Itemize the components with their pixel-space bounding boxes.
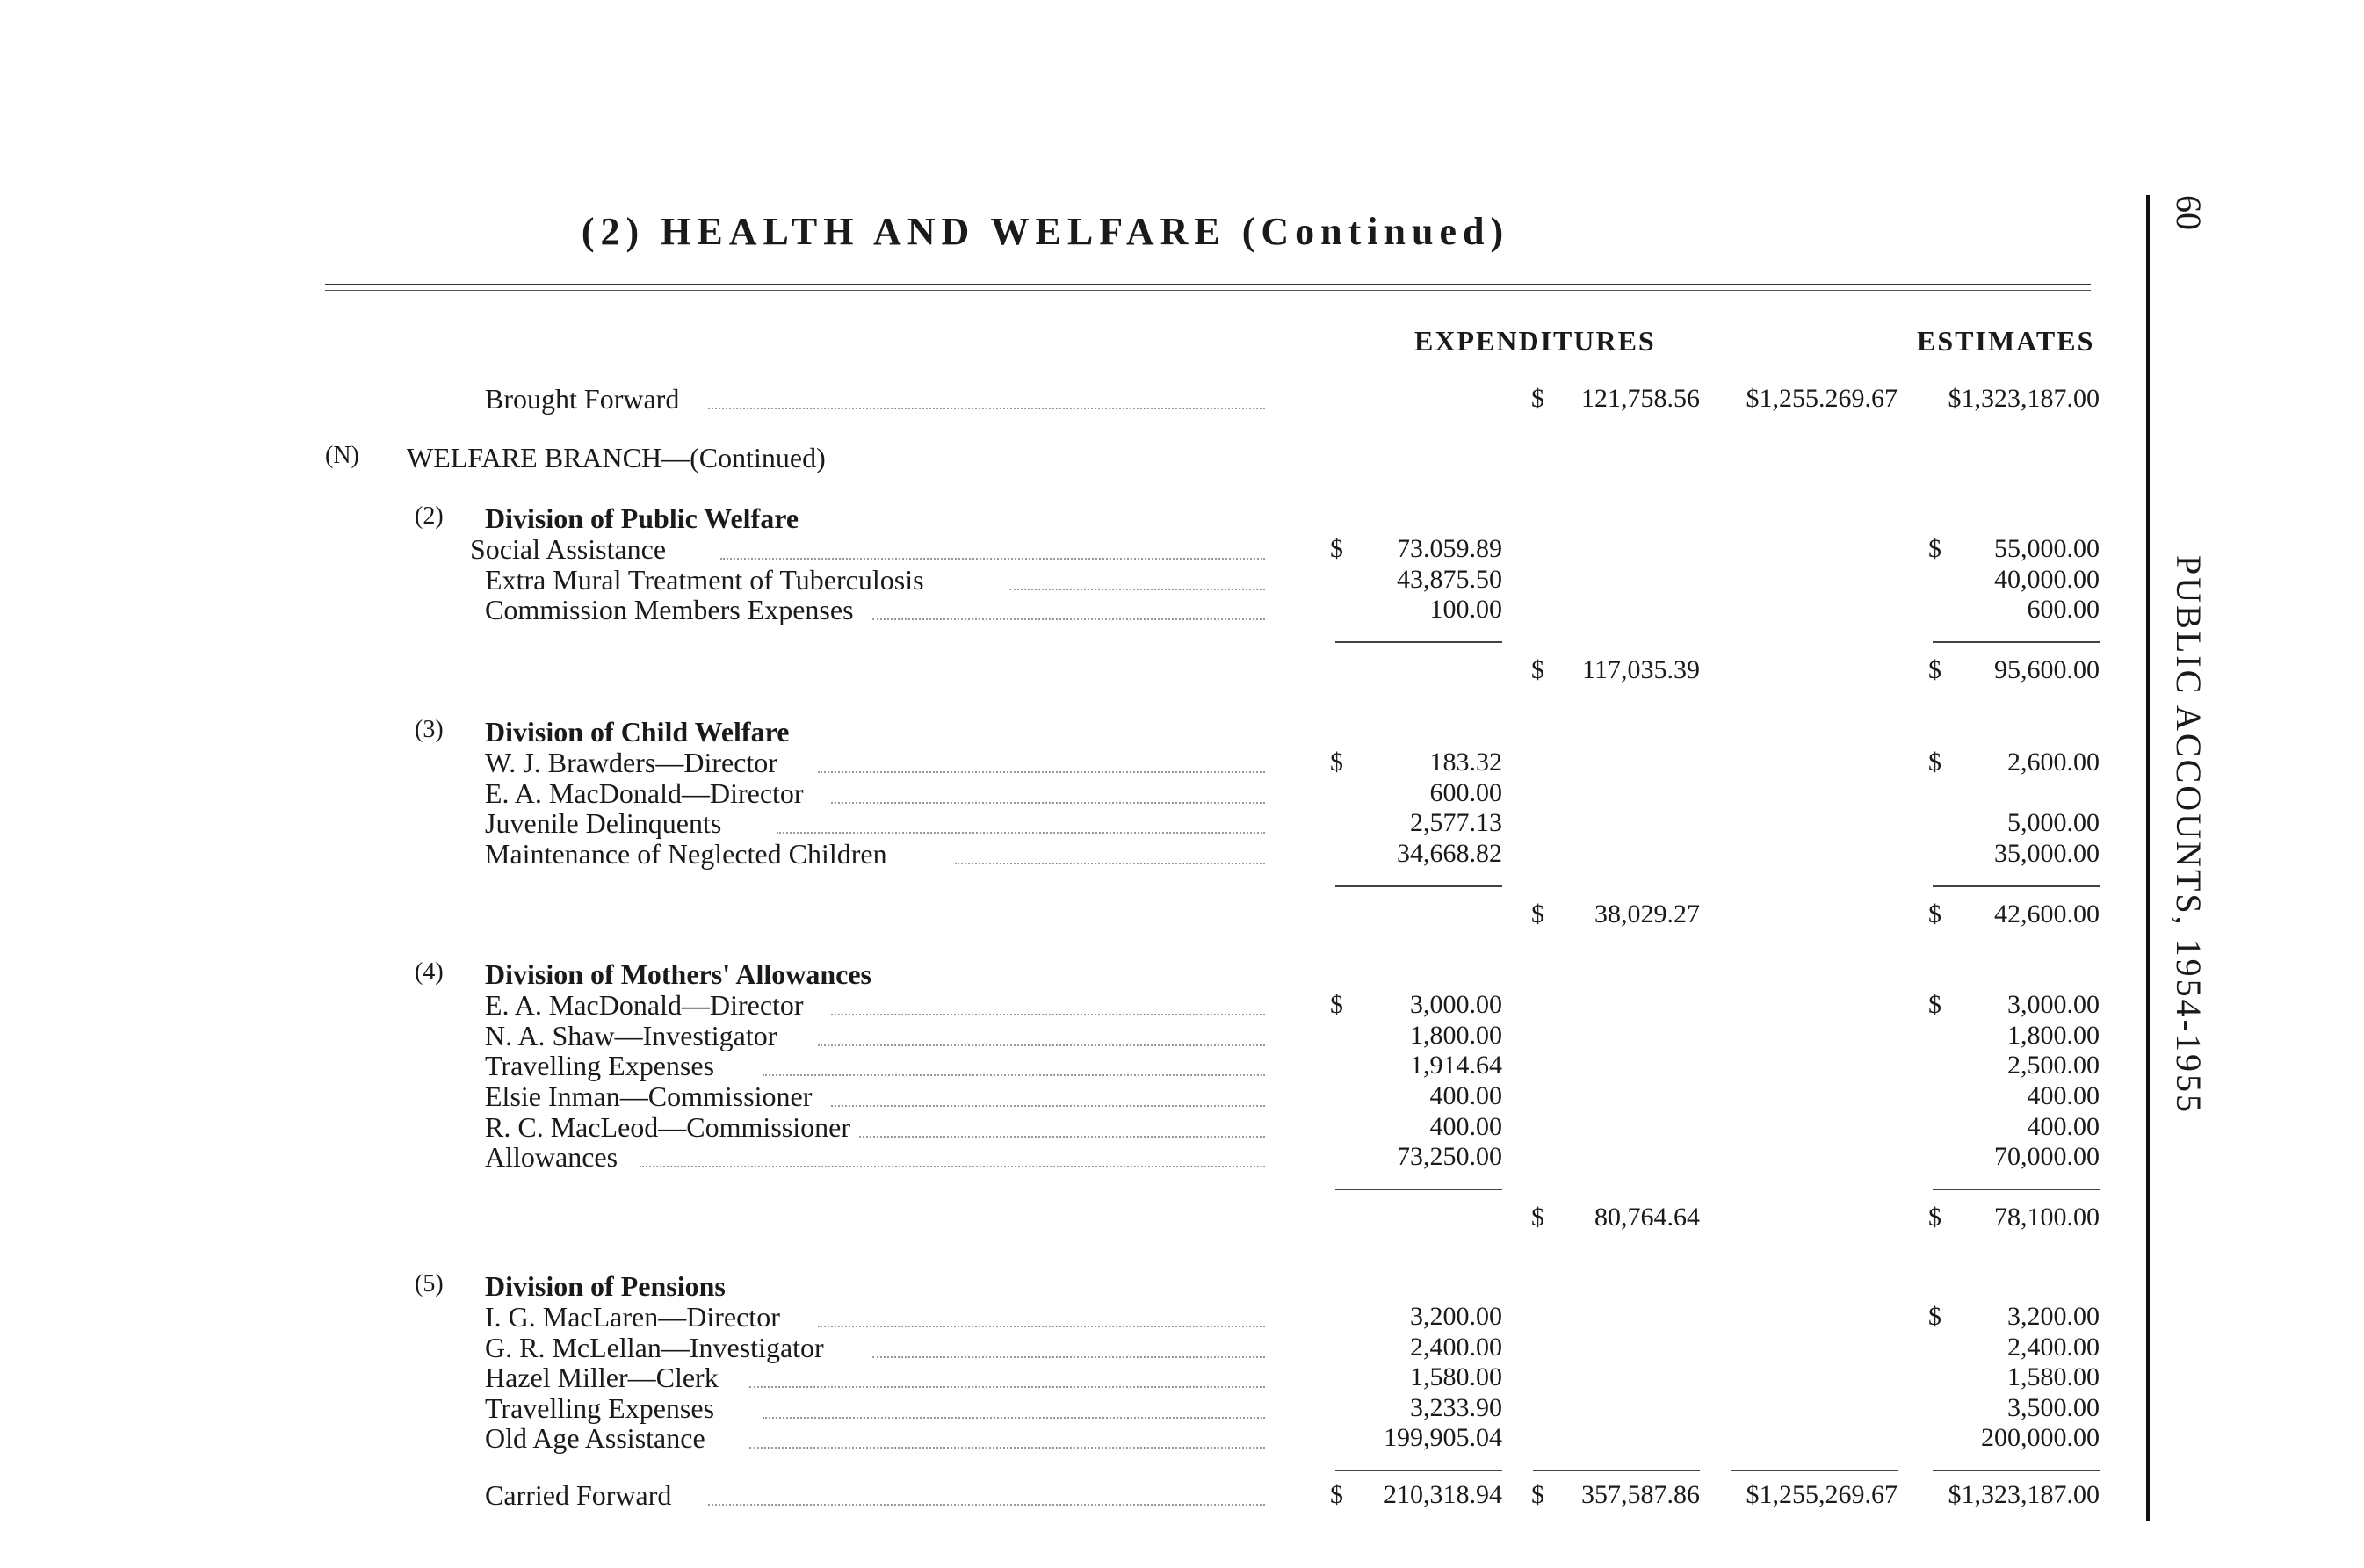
carried-forward-total: 357,587.86 bbox=[1581, 1480, 1700, 1509]
estimate-amount: 35,000.00 bbox=[1994, 839, 2100, 868]
brought-forward-estimate: $1,323,187.00 bbox=[1948, 384, 2100, 413]
line-item-label: Maintenance of Neglected Children bbox=[485, 838, 887, 870]
estimate-dollar: $ bbox=[1928, 534, 1941, 563]
expenditure-sum-rule bbox=[1335, 885, 1502, 887]
estimate-amount: 2,400.00 bbox=[2007, 1333, 2100, 1362]
subtotal-estimate-dollar: $ bbox=[1928, 900, 1941, 929]
leader-dots bbox=[720, 558, 1265, 560]
leader-dots bbox=[955, 863, 1265, 864]
expenditure-amount: 2,577.13 bbox=[1410, 808, 1502, 837]
leader-dots bbox=[763, 1074, 1265, 1076]
line-item-label: Allowances bbox=[485, 1141, 618, 1173]
subtotal-expenditure: 117,035.39 bbox=[1582, 655, 1700, 684]
line-item-label: Elsie Inman—Commissioner bbox=[485, 1080, 813, 1112]
div5-number: (5) bbox=[415, 1270, 444, 1297]
line-item-label: I. G. MacLaren—Director bbox=[485, 1301, 780, 1333]
div2-number: (2) bbox=[415, 502, 444, 530]
div3-title: Division of Child Welfare bbox=[485, 716, 790, 748]
expenditure-amount: 3,233.90 bbox=[1410, 1393, 1502, 1422]
estimate-amount: 3,000.00 bbox=[2007, 990, 2100, 1019]
subtotal-expenditure: 80,764.64 bbox=[1594, 1203, 1700, 1232]
line-item-label: Travelling Expenses bbox=[485, 1050, 715, 1081]
expenditure-sum-rule bbox=[1335, 1470, 1502, 1471]
expenditure-amount: 2,400.00 bbox=[1410, 1333, 1502, 1362]
line-item-label: Hazel Miller—Clerk bbox=[485, 1362, 719, 1393]
estimate-amount: 400.00 bbox=[2027, 1081, 2100, 1110]
expenditure-amount: 73.059.89 bbox=[1397, 534, 1502, 563]
estimate-dollar: $ bbox=[1928, 990, 1941, 1019]
estimate-amount: 3,500.00 bbox=[2007, 1393, 2100, 1422]
leader-dots bbox=[818, 1044, 1265, 1046]
estimate-amount: 600.00 bbox=[2027, 595, 2100, 624]
header-estimates: ESTIMATES bbox=[1917, 325, 2095, 357]
expenditure-amount: 400.00 bbox=[1429, 1112, 1502, 1141]
leader-dots bbox=[777, 832, 1265, 834]
subtotal-estimate: 42,600.00 bbox=[1994, 900, 2100, 929]
subtotal-estimate: 95,600.00 bbox=[1994, 655, 2100, 684]
total-rule bbox=[1731, 1470, 1898, 1471]
line-item-label: Social Assistance bbox=[470, 533, 667, 565]
estimate-amount: 2,600.00 bbox=[2007, 748, 2100, 777]
estimate-sum-rule bbox=[1933, 1189, 2100, 1190]
carried-forward-estimate: $1,323,187.00 bbox=[1948, 1480, 2100, 1509]
estimate-amount: 2,500.00 bbox=[2007, 1051, 2100, 1080]
line-item-label: R. C. MacLeod—Commissioner bbox=[485, 1111, 850, 1143]
expenditure-sum-rule bbox=[1335, 1189, 1502, 1190]
estimate-amount: 5,000.00 bbox=[2007, 808, 2100, 837]
line-item-label: E. A. MacDonald—Director bbox=[485, 989, 804, 1021]
branch-title: WELFARE BRANCH—(Continued) bbox=[407, 442, 826, 473]
subtotal-expenditure: 38,029.27 bbox=[1594, 900, 1700, 929]
expenditure-dollar: $ bbox=[1330, 534, 1343, 563]
expenditure-amount: 1,580.00 bbox=[1410, 1362, 1502, 1391]
subtotal-estimate-dollar: $ bbox=[1928, 655, 1941, 684]
total-rule bbox=[1533, 1470, 1700, 1471]
margin-rule bbox=[2146, 195, 2150, 1521]
line-item-label: W. J. Brawders—Director bbox=[485, 747, 777, 778]
leader-dots bbox=[818, 1326, 1265, 1327]
subtotal-estimate-dollar: $ bbox=[1928, 1203, 1941, 1232]
branch-code: (N) bbox=[325, 442, 359, 469]
header-expenditures: EXPENDITURES bbox=[1414, 325, 1656, 357]
line-item-label: Commission Members Expenses bbox=[485, 594, 854, 625]
estimate-amount: 400.00 bbox=[2027, 1112, 2100, 1141]
leader-dots bbox=[872, 1356, 1265, 1358]
div4-number: (4) bbox=[415, 958, 444, 986]
expenditure-amount: 1,914.64 bbox=[1410, 1051, 1502, 1080]
leader-dots bbox=[831, 1105, 1265, 1107]
title-rule-thin bbox=[325, 290, 2091, 291]
expenditure-amount: 100.00 bbox=[1429, 595, 1502, 624]
expenditure-amount: 34,668.82 bbox=[1397, 839, 1502, 868]
expenditure-amount: 600.00 bbox=[1429, 778, 1502, 807]
brought-forward-estimate-prior: $1,255.269.67 bbox=[1746, 384, 1898, 413]
expenditure-amount: 43,875.50 bbox=[1397, 565, 1502, 594]
expenditure-amount: 3,000.00 bbox=[1410, 990, 1502, 1019]
page-title: (2) HEALTH AND WELFARE (Continued) bbox=[581, 210, 1510, 253]
estimate-sum-rule bbox=[1933, 1470, 2100, 1471]
subtotal-dollar: $ bbox=[1531, 655, 1544, 684]
leader-dots bbox=[640, 1166, 1265, 1167]
brought-forward-total: 121,758.56 bbox=[1581, 384, 1700, 413]
side-title: PUBLIC ACCOUNTS, 1954-1955 bbox=[2169, 555, 2209, 1115]
leader-dots bbox=[1009, 589, 1265, 590]
line-item-label: Travelling Expenses bbox=[485, 1392, 715, 1424]
carried-forward-expenditure: 210,318.94 bbox=[1384, 1480, 1502, 1509]
estimate-amount: 70,000.00 bbox=[1994, 1142, 2100, 1171]
estimate-amount: 200,000.00 bbox=[1981, 1423, 2100, 1452]
leader-dots bbox=[708, 408, 1265, 409]
estimate-amount: 55,000.00 bbox=[1994, 534, 2100, 563]
leader-dots bbox=[872, 618, 1265, 620]
page-number: 60 bbox=[2169, 195, 2209, 230]
expenditure-amount: 400.00 bbox=[1429, 1081, 1502, 1110]
carried-forward-dollar: $ bbox=[1330, 1480, 1343, 1509]
expenditure-amount: 3,200.00 bbox=[1410, 1302, 1502, 1331]
estimate-amount: 40,000.00 bbox=[1994, 565, 2100, 594]
subtotal-dollar: $ bbox=[1531, 900, 1544, 929]
brought-forward-label: Brought Forward bbox=[485, 383, 680, 415]
estimate-amount: 1,800.00 bbox=[2007, 1021, 2100, 1050]
expenditure-dollar: $ bbox=[1330, 990, 1343, 1019]
leader-dots bbox=[749, 1386, 1265, 1388]
expenditure-sum-rule bbox=[1335, 641, 1502, 643]
div2-title: Division of Public Welfare bbox=[485, 502, 799, 534]
div3-number: (3) bbox=[415, 716, 444, 743]
line-item-label: Juvenile Delinquents bbox=[485, 807, 722, 839]
estimate-amount: 3,200.00 bbox=[2007, 1302, 2100, 1331]
leader-dots bbox=[818, 771, 1265, 773]
leader-dots bbox=[859, 1136, 1265, 1138]
estimate-sum-rule bbox=[1933, 885, 2100, 887]
expenditure-amount: 183.32 bbox=[1429, 748, 1502, 777]
carried-forward-estimate-prior: $1,255,269.67 bbox=[1746, 1480, 1898, 1509]
leader-dots bbox=[749, 1447, 1265, 1449]
expenditure-amount: 199,905.04 bbox=[1384, 1423, 1502, 1452]
subtotal-dollar: $ bbox=[1531, 1203, 1544, 1232]
estimate-sum-rule bbox=[1933, 641, 2100, 643]
div5-title: Division of Pensions bbox=[485, 1270, 726, 1302]
estimate-dollar: $ bbox=[1928, 748, 1941, 777]
div4-title: Division of Mothers' Allowances bbox=[485, 958, 871, 990]
line-item-label: G. R. McLellan—Investigator bbox=[485, 1332, 824, 1363]
line-item-label: N. A. Shaw—Investigator bbox=[485, 1020, 777, 1051]
leader-dots bbox=[708, 1504, 1265, 1506]
leader-dots bbox=[831, 802, 1265, 804]
expenditure-amount: 1,800.00 bbox=[1410, 1021, 1502, 1050]
carried-forward-total-dollar: $ bbox=[1531, 1480, 1544, 1509]
expenditure-amount: 73,250.00 bbox=[1397, 1142, 1502, 1171]
title-rule bbox=[325, 284, 2091, 285]
leader-dots bbox=[763, 1417, 1265, 1419]
leader-dots bbox=[831, 1014, 1265, 1015]
estimate-dollar: $ bbox=[1928, 1302, 1941, 1331]
line-item-label: Extra Mural Treatment of Tuberculosis bbox=[485, 564, 924, 596]
estimate-amount: 1,580.00 bbox=[2007, 1362, 2100, 1391]
brought-forward-dollar: $ bbox=[1531, 384, 1544, 413]
carried-forward-label: Carried Forward bbox=[485, 1479, 672, 1511]
subtotal-estimate: 78,100.00 bbox=[1994, 1203, 2100, 1232]
line-item-label: Old Age Assistance bbox=[485, 1422, 705, 1454]
line-item-label: E. A. MacDonald—Director bbox=[485, 777, 804, 809]
expenditure-dollar: $ bbox=[1330, 748, 1343, 777]
